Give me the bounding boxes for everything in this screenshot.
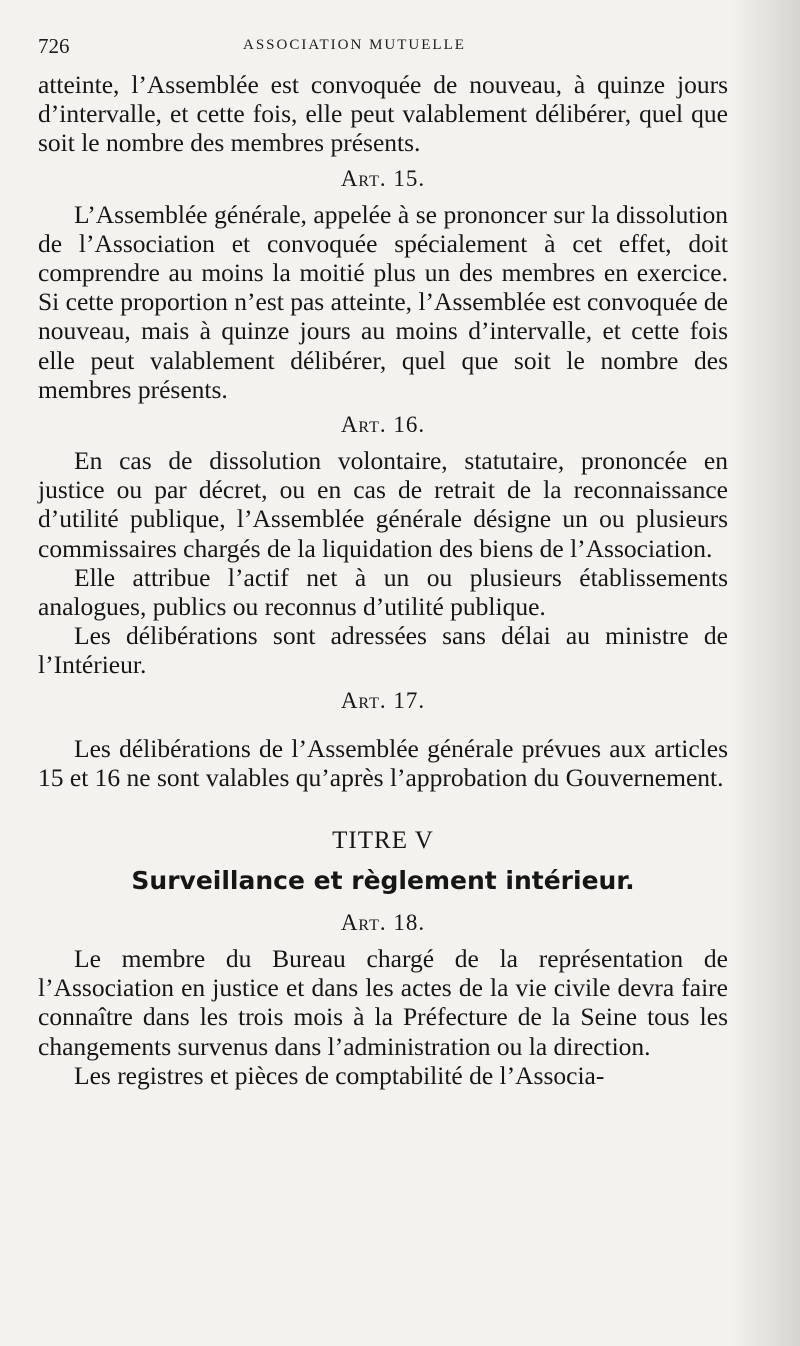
section-title: Surveillance et règlement intérieur.: [131, 866, 635, 896]
paragraph-continuation: atteinte, l’Assemblée est convoquée de nouveau, à quinze jours d’intervalle, et cette fois, elle peut valablement délibérer, quel que soit le nombre des membres présents.: [38, 70, 728, 158]
titre-label: TITRE V: [332, 827, 434, 855]
article-16-paragraph-1: En cas de dissolution volontaire, statutaire, prononcée en justice ou par décret, ou en cas de retrait de la reconnaissance d’utilité publique, l’Assemblée générale désigne un ou plusieurs commissaires chargés de la liquidation des biens de l’Association.: [38, 446, 728, 563]
body-text: [38, 70, 728, 1090]
article-16-heading: Art. 16.: [340, 412, 426, 438]
article-18-paragraph-1: Le membre du Bureau chargé de la représentation de l’Association en justice et dans les actes de la vie civile devra faire connaître dans les trois mois à la Préfecture de la Seine tous les changements survenus dans l’administration ou la direction.: [38, 944, 728, 1061]
article-15-paragraph: L’Assemblée générale, appelée à se prononcer sur la dissolution de l’Association et convoquée spécialement à cet effet, doit comprendre au moins la moitié plus un des membres en exercice. Si cette proportion n’est pas atteinte, l’Assemblée est convoquée de nouveau, mais à quinze jours au moins d’intervalle, et cette fois elle peut valablement délibérer, quel que soit le nombre des membres présents.: [38, 199, 728, 404]
page-number: 726: [38, 34, 70, 58]
running-title: ASSOCIATION MUTUELLE: [243, 37, 466, 53]
article-15-heading: Art. 15.: [340, 165, 426, 191]
article-18-heading: Art. 18.: [340, 910, 426, 936]
article-18-paragraph-2: Les registres et pièces de comptabilité de l’Associa-: [74, 1060, 605, 1090]
article-17-paragraph: Les délibérations de l’Assemblée générale prévues aux articles 15 et 16 ne sont valables qu’après l’approbation du Gouvernement.: [38, 733, 728, 792]
spacer: [38, 722, 728, 734]
article-16-paragraph-3: Les délibérations sont adressées sans délai au ministre de l’Intérieur.: [38, 621, 728, 680]
page-edge-shadow: [730, 0, 800, 1346]
article-17-heading: Art. 17.: [340, 687, 426, 713]
article-16-paragraph-2: Elle attribue l’actif net à un ou plusieurs établissements analogues, publics ou reconnus d’utilité publique.: [38, 562, 728, 622]
running-head: [38, 34, 728, 58]
